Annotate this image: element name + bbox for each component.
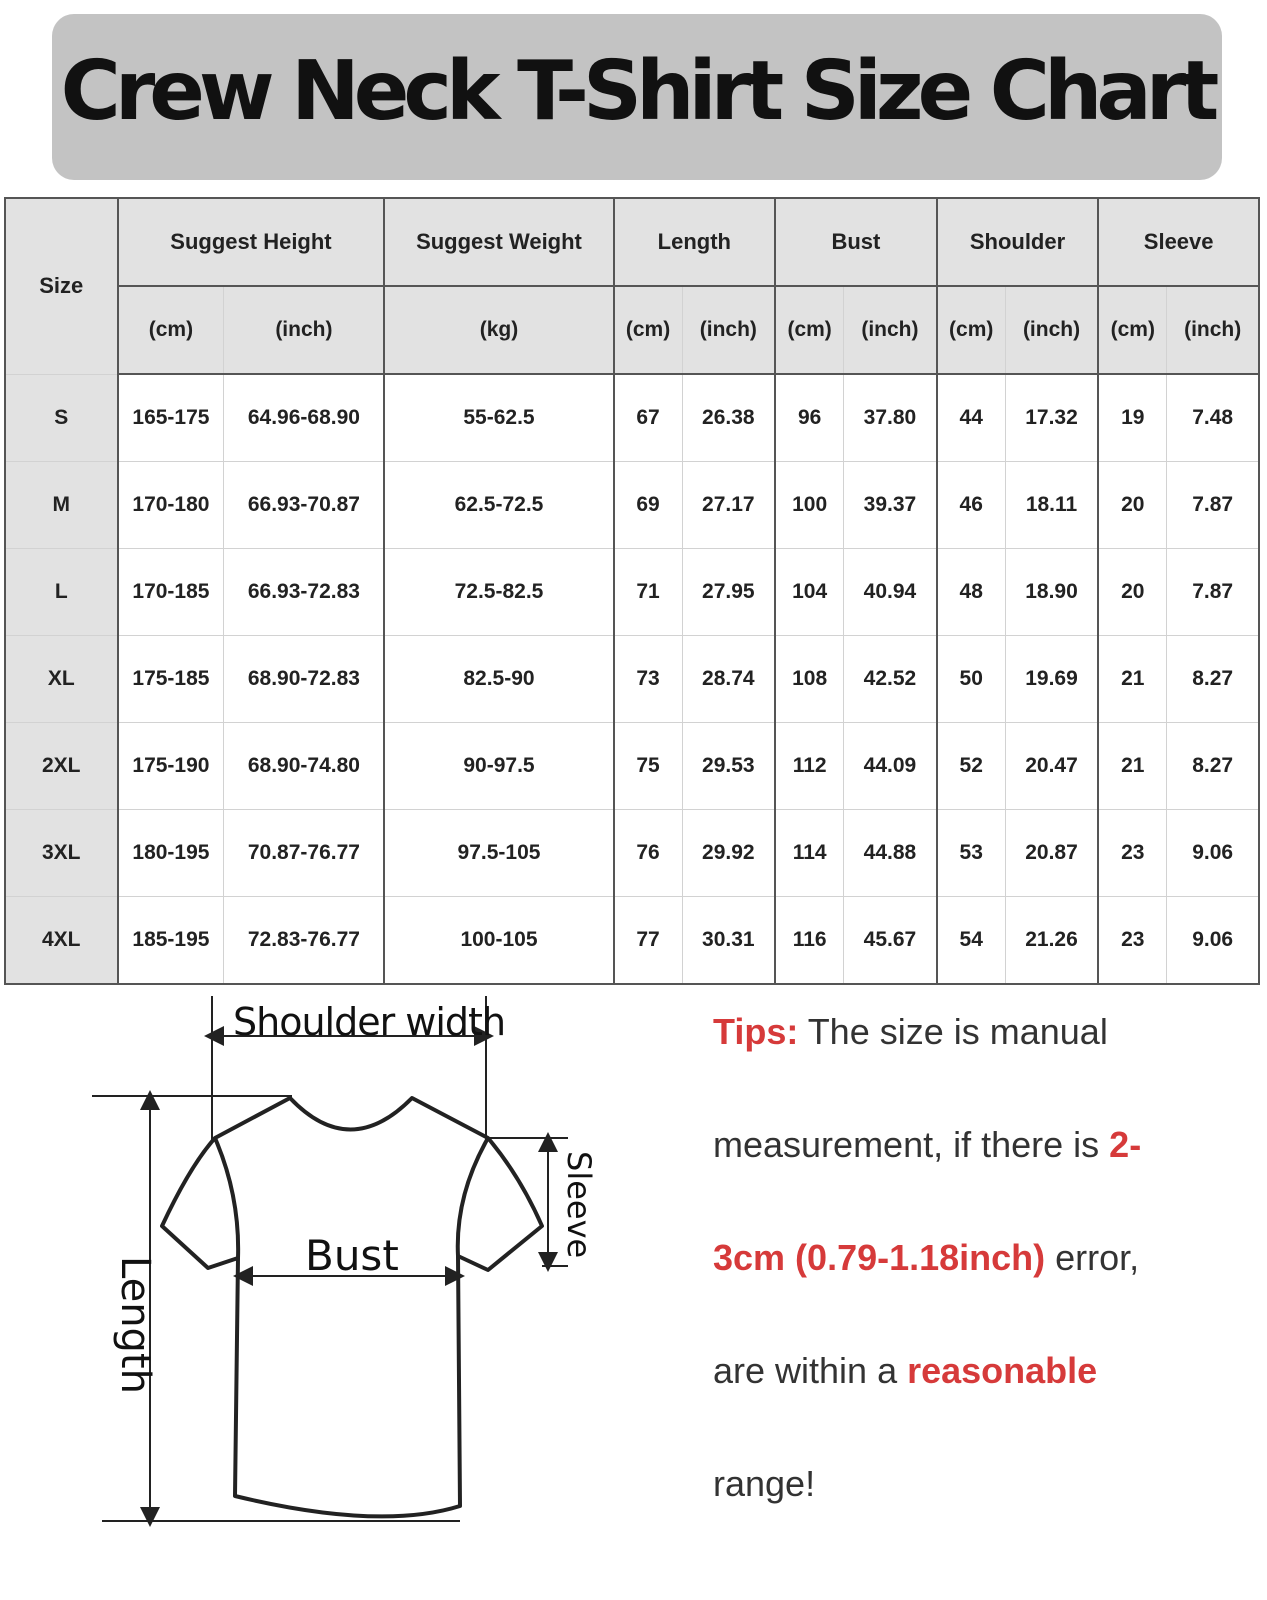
tips-highlight: reasonable <box>907 1350 1098 1391</box>
table-row <box>5 374 1259 462</box>
shoulder-cm-cell: 46 <box>937 462 1006 549</box>
tips-text: measurement, if there is <box>713 1124 1110 1165</box>
bust-inch-cell: 39.37 <box>844 462 937 549</box>
tshirt-measurement-diagram <box>80 996 640 1576</box>
group-header-length: Length <box>614 198 776 286</box>
size-cell: 3XL <box>5 810 118 897</box>
height-cm-cell: 175-185 <box>118 636 224 723</box>
shoulder-inch-cell: 20.87 <box>1005 810 1098 897</box>
size-cell: 4XL <box>5 897 118 985</box>
sleeve-cm-cell: 21 <box>1098 636 1167 723</box>
sleeve-inch-cell: 7.87 <box>1167 549 1259 636</box>
bust-cm-cell: 108 <box>775 636 844 723</box>
page-title: Crew Neck T-Shirt Size Chart <box>60 44 1214 139</box>
tshirt-outline-icon <box>80 996 640 1576</box>
unit-cm: (cm) <box>1098 286 1167 374</box>
length-label: Length <box>112 1256 158 1394</box>
bust-cm-cell: 104 <box>775 549 844 636</box>
height-inch-cell: 66.93-72.83 <box>224 549 385 636</box>
length-cm-cell: 76 <box>614 810 683 897</box>
sleeve-inch-cell: 8.27 <box>1167 636 1259 723</box>
sleeve-cm-cell: 19 <box>1098 374 1167 462</box>
sleeve-cm-cell: 21 <box>1098 723 1167 810</box>
table-row <box>5 636 1259 723</box>
sleeve-inch-cell: 9.06 <box>1167 810 1259 897</box>
shoulder-cm-cell: 48 <box>937 549 1006 636</box>
length-cm-cell: 71 <box>614 549 683 636</box>
length-inch-cell: 29.92 <box>682 810 775 897</box>
length-inch-cell: 29.53 <box>682 723 775 810</box>
height-inch-cell: 68.90-74.80 <box>224 723 385 810</box>
title-banner <box>52 14 1222 180</box>
table-row <box>5 462 1259 549</box>
sleeve-cm-cell: 20 <box>1098 462 1167 549</box>
length-cm-cell: 69 <box>614 462 683 549</box>
group-header-weight: Suggest Weight <box>384 198 613 286</box>
shoulder-cm-cell: 54 <box>937 897 1006 985</box>
unit-cm: (cm) <box>775 286 844 374</box>
tips-line <box>713 1236 1253 1349</box>
table-row <box>5 810 1259 897</box>
length-cm-cell: 73 <box>614 636 683 723</box>
weight-cell: 55-62.5 <box>384 374 613 462</box>
unit-cm: (cm) <box>614 286 683 374</box>
shoulder-cm-cell: 50 <box>937 636 1006 723</box>
sleeve-cm-cell: 20 <box>1098 549 1167 636</box>
tips-highlight: 2- <box>1109 1124 1142 1165</box>
bust-inch-cell: 42.52 <box>844 636 937 723</box>
length-inch-cell: 27.95 <box>682 549 775 636</box>
unit-inch: (inch) <box>1167 286 1259 374</box>
table-row <box>5 723 1259 810</box>
height-cm-cell: 185-195 <box>118 897 224 985</box>
shoulder-inch-cell: 18.90 <box>1005 549 1098 636</box>
height-inch-cell: 64.96-68.90 <box>224 374 385 462</box>
shoulder-width-label: Shoulder width <box>233 1000 506 1044</box>
bust-cm-cell: 116 <box>775 897 844 985</box>
unit-kg: (kg) <box>384 286 613 374</box>
table-row <box>5 549 1259 636</box>
bust-inch-cell: 40.94 <box>844 549 937 636</box>
bust-cm-cell: 112 <box>775 723 844 810</box>
height-cm-cell: 180-195 <box>118 810 224 897</box>
tips-note <box>713 1010 1253 1575</box>
unit-cm: (cm) <box>118 286 224 374</box>
unit-inch: (inch) <box>844 286 937 374</box>
weight-cell: 97.5-105 <box>384 810 613 897</box>
tips-text: are within a <box>713 1350 908 1391</box>
sleeve-cm-cell: 23 <box>1098 897 1167 985</box>
height-inch-cell: 68.90-72.83 <box>224 636 385 723</box>
tips-line <box>713 1010 1253 1123</box>
size-cell: 2XL <box>5 723 118 810</box>
bust-inch-cell: 37.80 <box>844 374 937 462</box>
height-inch-cell: 70.87-76.77 <box>224 810 385 897</box>
tips-line <box>713 1462 1253 1575</box>
size-chart-table <box>4 197 1260 985</box>
weight-cell: 82.5-90 <box>384 636 613 723</box>
shoulder-inch-cell: 17.32 <box>1005 374 1098 462</box>
shoulder-cm-cell: 52 <box>937 723 1006 810</box>
size-cell: M <box>5 462 118 549</box>
bust-inch-cell: 45.67 <box>844 897 937 985</box>
height-cm-cell: 165-175 <box>118 374 224 462</box>
shoulder-inch-cell: 21.26 <box>1005 897 1098 985</box>
length-inch-cell: 26.38 <box>682 374 775 462</box>
group-header-shoulder: Shoulder <box>937 198 1099 286</box>
bust-cm-cell: 114 <box>775 810 844 897</box>
unit-inch: (inch) <box>224 286 385 374</box>
sleeve-inch-cell: 7.87 <box>1167 462 1259 549</box>
tips-heading: Tips: <box>713 1011 799 1052</box>
tips-text: range! <box>713 1463 816 1504</box>
group-header-bust: Bust <box>775 198 937 286</box>
unit-inch: (inch) <box>682 286 775 374</box>
shoulder-inch-cell: 18.11 <box>1005 462 1098 549</box>
bust-cm-cell: 96 <box>775 374 844 462</box>
bust-label: Bust <box>305 1231 399 1280</box>
weight-cell: 72.5-82.5 <box>384 549 613 636</box>
tips-line <box>713 1123 1253 1236</box>
length-cm-cell: 77 <box>614 897 683 985</box>
weight-cell: 100-105 <box>384 897 613 985</box>
table-row <box>5 897 1259 985</box>
length-inch-cell: 28.74 <box>682 636 775 723</box>
length-inch-cell: 27.17 <box>682 462 775 549</box>
group-header-height: Suggest Height <box>118 198 385 286</box>
sleeve-inch-cell: 7.48 <box>1167 374 1259 462</box>
tips-text: The size is manual <box>798 1011 1108 1052</box>
size-cell: S <box>5 374 118 462</box>
height-cm-cell: 170-185 <box>118 549 224 636</box>
shoulder-inch-cell: 20.47 <box>1005 723 1098 810</box>
size-cell: XL <box>5 636 118 723</box>
tips-highlight: 3cm (0.79-1.18inch) <box>713 1237 1046 1278</box>
group-header-sleeve: Sleeve <box>1098 198 1259 286</box>
shoulder-inch-cell: 19.69 <box>1005 636 1098 723</box>
height-inch-cell: 66.93-70.87 <box>224 462 385 549</box>
tips-text: error, <box>1045 1237 1140 1278</box>
sleeve-label: Sleeve <box>560 1151 598 1259</box>
unit-cm: (cm) <box>937 286 1006 374</box>
shoulder-cm-cell: 53 <box>937 810 1006 897</box>
height-cm-cell: 170-180 <box>118 462 224 549</box>
sleeve-inch-cell: 9.06 <box>1167 897 1259 985</box>
size-header: Size <box>5 198 118 374</box>
weight-cell: 90-97.5 <box>384 723 613 810</box>
length-inch-cell: 30.31 <box>682 897 775 985</box>
length-cm-cell: 75 <box>614 723 683 810</box>
sleeve-cm-cell: 23 <box>1098 810 1167 897</box>
size-cell: L <box>5 549 118 636</box>
height-cm-cell: 175-190 <box>118 723 224 810</box>
sleeve-inch-cell: 8.27 <box>1167 723 1259 810</box>
tips-line <box>713 1349 1253 1462</box>
bust-cm-cell: 100 <box>775 462 844 549</box>
bust-inch-cell: 44.09 <box>844 723 937 810</box>
bust-inch-cell: 44.88 <box>844 810 937 897</box>
length-cm-cell: 67 <box>614 374 683 462</box>
height-inch-cell: 72.83-76.77 <box>224 897 385 985</box>
weight-cell: 62.5-72.5 <box>384 462 613 549</box>
unit-inch: (inch) <box>1005 286 1098 374</box>
shoulder-cm-cell: 44 <box>937 374 1006 462</box>
